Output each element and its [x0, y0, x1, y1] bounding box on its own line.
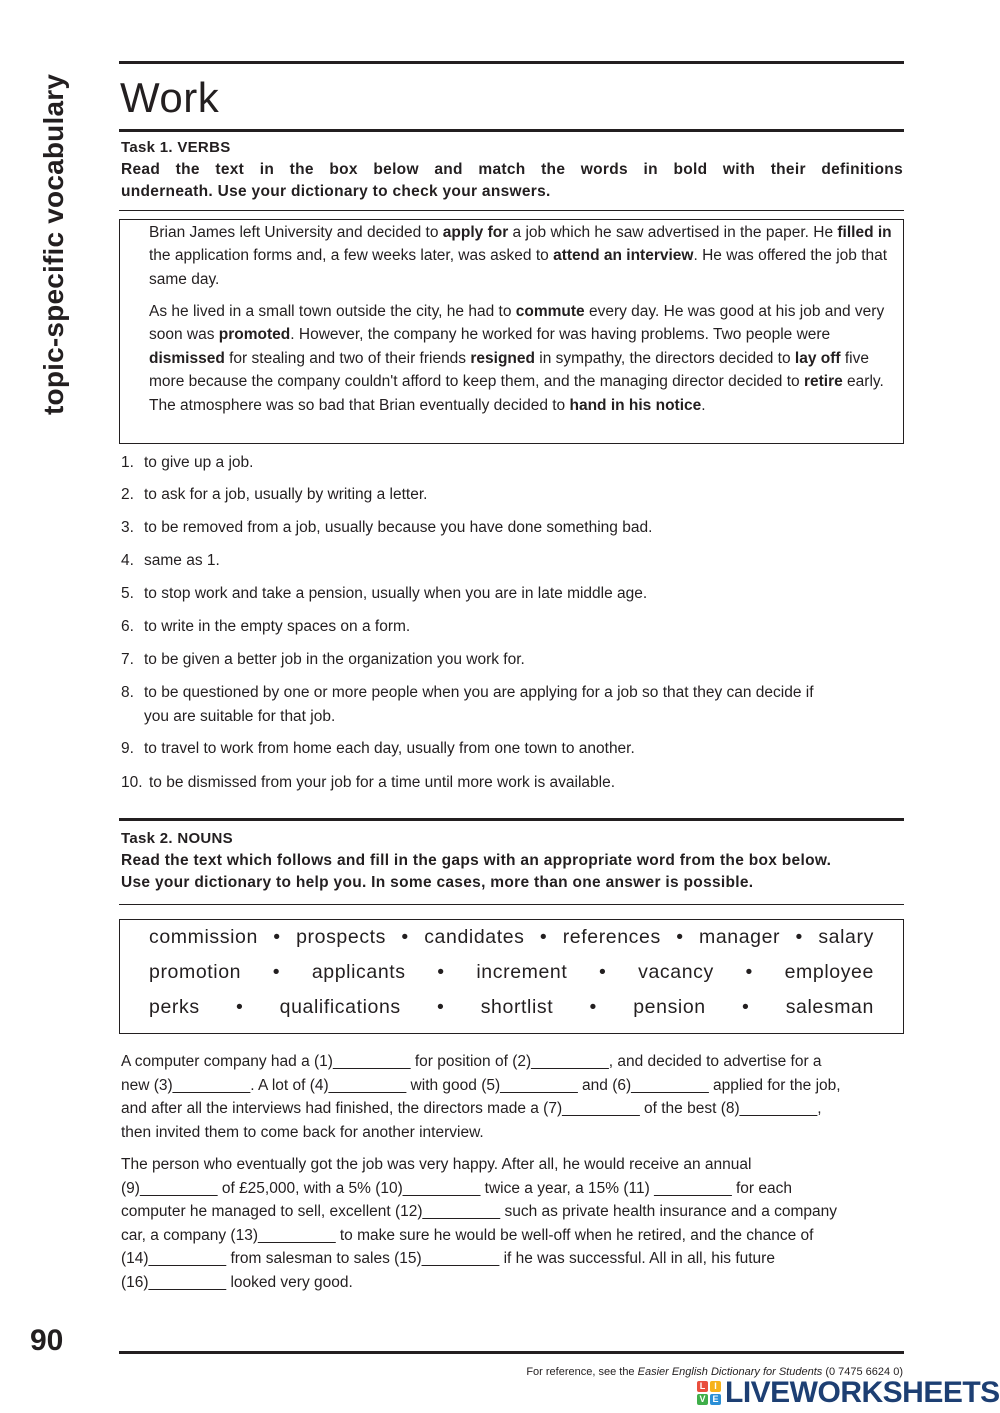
- gap-line: computer he managed to sell, excellent (12)_________ such as private health insurance and a company: [121, 1203, 838, 1221]
- task1-instructions-line1: Read the text in the box below and match the words in bold with their definitions: [121, 161, 903, 178]
- page-number: 90: [30, 1324, 64, 1357]
- word-option: perks: [149, 996, 200, 1018]
- bold-keyword: resigned: [470, 349, 535, 367]
- passage-text: . He was offered the job that same day.: [149, 247, 888, 288]
- word-option: manager: [698, 926, 781, 948]
- footer-reference: For reference, see the Easier English Dictionary for Students (0 7475 6624 0): [526, 1366, 903, 1378]
- word-row-1: [149, 926, 874, 949]
- word-option: pension: [633, 996, 706, 1018]
- definition-item: 1. to give up a job.: [121, 454, 254, 471]
- passage-text: As he lived in a small town outside the city, he had to: [149, 303, 516, 320]
- passage-text: in sympathy, the directors decided to: [534, 349, 795, 367]
- task1-instructions-line2: underneath. Use your dictionary to check your answers.: [121, 183, 551, 200]
- word-row-2: [149, 961, 874, 984]
- word-option: prospects: [296, 926, 387, 948]
- task1-heading: Task 1. VERBS: [121, 139, 231, 156]
- word-option: commission: [149, 926, 258, 948]
- word-option: salary: [818, 926, 874, 948]
- gap-line: new (3)_________. A lot of (4)_________ with good (5)_________ and (6)_________ applied for the job,: [121, 1076, 841, 1094]
- task2-thin-rule: [119, 904, 904, 905]
- task2-instructions-line1: Read the text which follows and fill in the gaps with an appropriate word from the box below.: [121, 852, 832, 869]
- bold-keyword: retire: [803, 373, 843, 391]
- word-option: qualifications: [279, 996, 401, 1018]
- word-row-3: [149, 996, 874, 1019]
- word-option: applicants: [311, 961, 406, 983]
- definition-item: 10. to be dismissed from your job for a time until more work is available.: [121, 774, 616, 791]
- bullet-separator: •: [589, 996, 597, 1018]
- bullet-separator: •: [272, 961, 281, 983]
- task1-thin-rule: [119, 210, 904, 211]
- definition-item: 9. to travel to work from home each day, usually from one town to another.: [121, 740, 635, 757]
- passage-text: every day. He was good at his job and very soon was: [149, 303, 885, 344]
- gap-fill-paragraph-1: [121, 1050, 906, 1144]
- bullet-separator: •: [401, 926, 409, 948]
- task2-rule: [119, 818, 904, 821]
- side-label: topic-specific vocabulary: [38, 73, 69, 415]
- task2-instructions: [121, 850, 903, 894]
- passage-text: for stealing and two of their friends: [224, 349, 471, 367]
- passage-text: five more because the company couldn't afford to keep them, and the managing director decided to: [149, 349, 869, 391]
- definition-item: 4. same as 1.: [121, 552, 220, 569]
- logo-text: LIVEWORKSHEETS: [725, 1376, 1000, 1409]
- bullet-separator: •: [676, 926, 684, 948]
- word-option: candidates: [424, 926, 525, 948]
- bold-keyword: attend an interview: [553, 247, 694, 265]
- definition-item: 7. to be given a better job in the organization you work for.: [121, 651, 525, 668]
- passage-text: a job which he saw advertised in the paper. He: [508, 224, 838, 241]
- gap-line: The person who eventually got the job was very happy. After all, he would receive an annual: [121, 1156, 752, 1173]
- word-option: references: [562, 926, 661, 948]
- bold-keyword: commute: [515, 303, 585, 320]
- bullet-separator: •: [235, 996, 244, 1018]
- bullet-separator: •: [795, 926, 803, 948]
- bullet-separator: •: [745, 961, 753, 983]
- bold-keyword: lay off: [794, 349, 841, 367]
- liveworksheets-logo[interactable]: [697, 1376, 1000, 1410]
- task2-heading: Task 2. NOUNS: [121, 830, 233, 847]
- passage-text: Brian James left University and decided to: [149, 224, 443, 241]
- bold-keyword: filled in: [837, 224, 892, 241]
- bold-keyword: hand in his notice: [569, 396, 702, 414]
- gap-line: A computer company had a (1)_________ for position of (2)_________, and decided to advertise for a: [121, 1053, 822, 1070]
- bullet-separator: •: [273, 926, 281, 948]
- definition-item: 3. to be removed from a job, usually because you have done something bad.: [121, 519, 653, 536]
- passage-text: .: [701, 396, 706, 414]
- definition-continuation: you are suitable for that job.: [144, 708, 336, 725]
- gap-line: (16)_________ looked very good.: [121, 1273, 353, 1291]
- passage-paragraph-1: [149, 221, 903, 291]
- definition-item: 2. to ask for a job, usually by writing a letter.: [121, 486, 428, 503]
- gap-line: (9)_________ of £25,000, with a 5% (10)_________ twice a year, a 15% (11) _________ for each: [121, 1179, 792, 1197]
- word-option: shortlist: [480, 996, 554, 1018]
- word-option: salesman: [785, 996, 874, 1018]
- gap-line: and after all the interviews had finished, the directors made a (7)_________ of the best (8)_________,: [121, 1100, 822, 1118]
- bold-keyword: promoted: [218, 326, 291, 344]
- gap-line: (14)_________ from salesman to sales (15)_________ if he was successful. All in all, his future: [121, 1250, 775, 1268]
- passage-text: early. The atmosphere was so bad that Brian eventually decided to: [149, 373, 884, 414]
- title-rule: [119, 129, 904, 132]
- definition-item: 5. to stop work and take a pension, usually when you are in late middle age.: [121, 585, 648, 602]
- footer-rule: [119, 1351, 904, 1354]
- bullet-separator: •: [437, 961, 445, 983]
- passage-text: . However, the company he worked for was having problems. Two people were: [290, 326, 831, 344]
- word-option: promotion: [149, 961, 242, 983]
- word-option: vacancy: [638, 961, 714, 983]
- bold-keyword: apply for: [442, 224, 509, 241]
- gap-line: then invited them to come back for another interview.: [121, 1123, 484, 1141]
- top-rule: [119, 61, 904, 64]
- gap-line: car, a company (13)_________ to make sure he would be well-off when he retired, and the chance of: [121, 1226, 814, 1244]
- definition-item: 8. to be questioned by one or more people when you are applying for a job so that they can decide if you are suitable for that job.: [121, 681, 901, 729]
- gap-fill-paragraph-2: [121, 1153, 906, 1295]
- task1-instructions: [121, 159, 903, 203]
- logo-mark-icon: L I V E: [697, 1381, 721, 1405]
- word-option: increment: [476, 961, 568, 983]
- task2-instructions-line2: Use your dictionary to help you. In some cases, more than one answer is possible.: [121, 874, 754, 891]
- bold-keyword: dismissed: [149, 349, 225, 367]
- bullet-separator: •: [437, 996, 445, 1018]
- bullet-separator: •: [599, 961, 607, 983]
- page-title: Work: [120, 74, 220, 121]
- bullet-separator: •: [742, 996, 750, 1018]
- passage-text: the application forms and, a few weeks later, was asked to: [149, 247, 554, 265]
- bullet-separator: •: [539, 926, 548, 948]
- word-option: employee: [784, 961, 874, 983]
- definition-item: 6. to write in the empty spaces on a form.: [121, 618, 411, 635]
- passage-paragraph-2: [149, 300, 903, 417]
